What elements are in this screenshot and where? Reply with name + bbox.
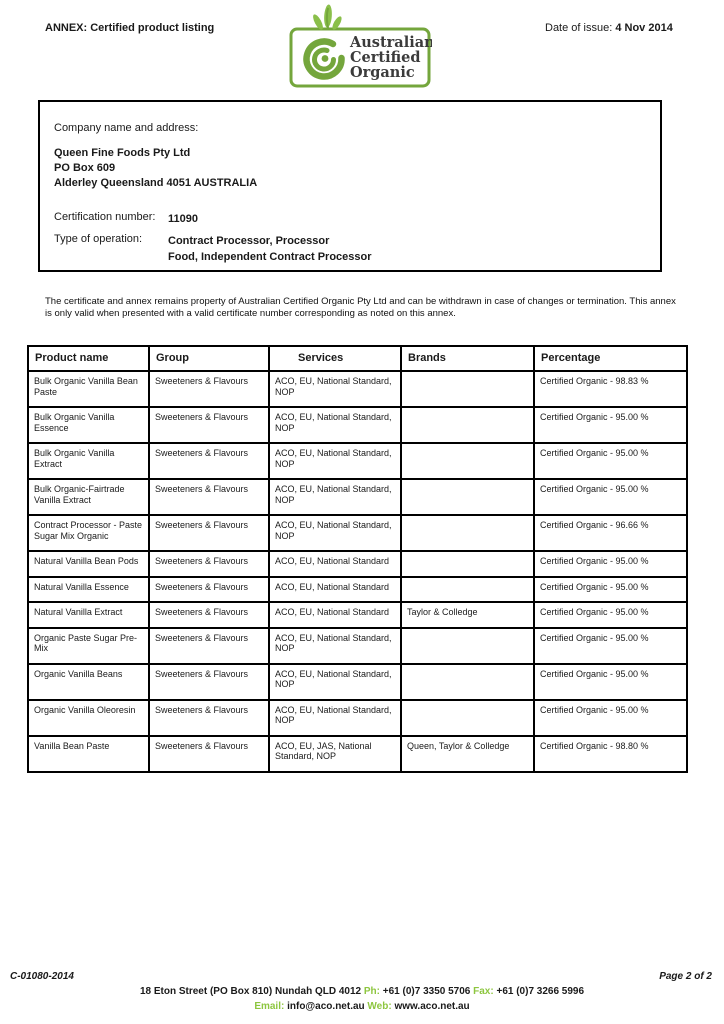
cell-group: Sweeteners & Flavours — [149, 443, 269, 479]
table-row — [28, 602, 687, 628]
cell-brands: Queen, Taylor & Colledge — [401, 736, 534, 772]
cell-group: Sweeteners & Flavours — [149, 479, 269, 515]
cell-product: Organic Vanilla Beans — [28, 664, 149, 700]
company-address-label: Company name and address: — [54, 122, 199, 134]
column-header-product: Product name — [28, 346, 149, 371]
company-address-line1: PO Box 609 — [54, 162, 116, 174]
cell-group: Sweeteners & Flavours — [149, 602, 269, 628]
cell-percentage: Certified Organic - 95.00 % — [534, 628, 687, 664]
fax-label: Fax: — [473, 986, 497, 997]
table-row — [28, 700, 687, 736]
cell-services: ACO, EU, National Standard, NOP — [269, 515, 401, 551]
cell-product: Natural Vanilla Bean Pods — [28, 551, 149, 577]
certification-number-label: Certification number: — [54, 211, 156, 223]
cell-brands — [401, 577, 534, 603]
table-row — [28, 577, 687, 603]
table-row — [28, 628, 687, 664]
cell-brands — [401, 371, 534, 407]
fax-value: +61 (0)7 3266 5996 — [496, 986, 585, 997]
operation-type-row — [54, 233, 646, 265]
email-value[interactable]: info@aco.net.au — [287, 1001, 368, 1012]
company-address-line2: Alderley Queensland 4051 AUSTRALIA — [54, 177, 258, 189]
product-table-body — [28, 371, 687, 772]
cell-group: Sweeteners & Flavours — [149, 515, 269, 551]
cell-brands — [401, 443, 534, 479]
operation-type-value — [168, 233, 372, 265]
document-number: C-01080-2014 — [10, 971, 74, 982]
cell-product: Organic Paste Sugar Pre-Mix — [28, 628, 149, 664]
cell-brands — [401, 479, 534, 515]
cell-group: Sweeteners & Flavours — [149, 551, 269, 577]
operation-type-line1: Contract Processor, Processor — [168, 235, 330, 247]
date-of-issue — [545, 22, 673, 34]
cell-services: ACO, EU, National Standard, NOP — [269, 371, 401, 407]
table-row — [28, 736, 687, 772]
company-name-address — [54, 146, 646, 191]
cell-group: Sweeteners & Flavours — [149, 407, 269, 443]
cell-product: Vanilla Bean Paste — [28, 736, 149, 772]
cell-percentage: Certified Organic - 95.00 % — [534, 479, 687, 515]
certification-number-value: 11090 — [168, 213, 198, 225]
phone-label: Ph: — [363, 986, 383, 997]
cell-group: Sweeteners & Flavours — [149, 700, 269, 736]
table-row — [28, 515, 687, 551]
company-name: Queen Fine Foods Pty Ltd — [54, 147, 191, 159]
table-row — [28, 664, 687, 700]
column-header-brands: Brands — [401, 346, 534, 371]
web-value[interactable]: www.aco.net.au — [394, 1001, 470, 1012]
table-header — [28, 346, 687, 371]
cell-services: ACO, EU, JAS, National Standard, NOP — [269, 736, 401, 772]
cell-services: ACO, EU, National Standard — [269, 602, 401, 628]
cell-percentage: Certified Organic - 95.00 % — [534, 602, 687, 628]
column-header-group: Group — [149, 346, 269, 371]
cell-brands — [401, 664, 534, 700]
cell-group: Sweeteners & Flavours — [149, 736, 269, 772]
certified-product-table — [27, 345, 688, 773]
certification-number-row — [54, 211, 646, 227]
street-address: 18 Eton Street (PO Box 810) Nundah QLD 4012 — [139, 986, 364, 997]
date-value: 4 Nov 2014 — [615, 22, 673, 34]
cell-product: Bulk Organic Vanilla Extract — [28, 443, 149, 479]
cell-product: Contract Processor - Paste Sugar Mix Organic — [28, 515, 149, 551]
cell-percentage: Certified Organic - 95.00 % — [534, 551, 687, 577]
cell-product: Natural Vanilla Essence — [28, 577, 149, 603]
cell-services: ACO, EU, National Standard — [269, 577, 401, 603]
footer-address-line — [0, 986, 724, 997]
cell-product: Organic Vanilla Oleoresin — [28, 700, 149, 736]
cell-percentage: Certified Organic - 95.00 % — [534, 577, 687, 603]
logo-line-1: Australian — [350, 34, 432, 51]
cell-brands — [401, 407, 534, 443]
cell-brands — [401, 515, 534, 551]
date-label: Date of issue: — [545, 22, 616, 34]
table-row — [28, 479, 687, 515]
page-number: Page 2 of 2 — [659, 971, 712, 982]
cell-services: ACO, EU, National Standard, NOP — [269, 628, 401, 664]
aco-logo-graphic — [288, 4, 432, 92]
cell-percentage: Certified Organic - 98.80 % — [534, 736, 687, 772]
cell-services: ACO, EU, National Standard, NOP — [269, 443, 401, 479]
column-header-services: Services — [269, 346, 401, 371]
table-row — [28, 443, 687, 479]
withdrawal-notice: The certificate and annex remains property of Australian Certified Organic Pty Ltd and can be withdrawn in case of changes or termination. This annex is only valid when presented with a valid certificate number corresponding as noted on this annex. — [45, 296, 676, 319]
aco-logo — [288, 4, 432, 92]
table-row — [28, 407, 687, 443]
cell-percentage: Certified Organic - 95.00 % — [534, 443, 687, 479]
cell-percentage: Certified Organic - 96.66 % — [534, 515, 687, 551]
column-header-percentage: Percentage — [534, 346, 687, 371]
cell-brands — [401, 551, 534, 577]
logo-line-2: Certified — [350, 49, 421, 66]
cell-percentage: Certified Organic - 95.00 % — [534, 407, 687, 443]
cell-group: Sweeteners & Flavours — [149, 371, 269, 407]
cell-services: ACO, EU, National Standard, NOP — [269, 407, 401, 443]
company-info-box — [38, 100, 662, 272]
page-title: ANNEX: Certified product listing — [45, 22, 215, 34]
footer-contact-line — [0, 1001, 724, 1012]
cell-percentage: Certified Organic - 95.00 % — [534, 700, 687, 736]
table-row — [28, 551, 687, 577]
email-label: Email: — [254, 1001, 288, 1012]
cell-brands: Taylor & Colledge — [401, 602, 534, 628]
operation-type-label: Type of operation: — [54, 233, 143, 245]
cell-services: ACO, EU, National Standard, NOP — [269, 479, 401, 515]
cell-product: Bulk Organic Vanilla Essence — [28, 407, 149, 443]
cell-percentage: Certified Organic - 95.00 % — [534, 664, 687, 700]
operation-type-line2: Food, Independent Contract Processor — [168, 251, 372, 263]
cell-services: ACO, EU, National Standard, NOP — [269, 664, 401, 700]
cell-services: ACO, EU, National Standard — [269, 551, 401, 577]
table-row — [28, 371, 687, 407]
leaf-icon — [311, 4, 343, 31]
cell-brands — [401, 628, 534, 664]
cell-group: Sweeteners & Flavours — [149, 628, 269, 664]
cell-product: Bulk Organic-Fairtrade Vanilla Extract — [28, 479, 149, 515]
cell-group: Sweeteners & Flavours — [149, 664, 269, 700]
cell-group: Sweeteners & Flavours — [149, 577, 269, 603]
web-label: Web: — [367, 1001, 395, 1012]
cell-product: Natural Vanilla Extract — [28, 602, 149, 628]
cell-brands — [401, 700, 534, 736]
cell-product: Bulk Organic Vanilla Bean Paste — [28, 371, 149, 407]
cell-services: ACO, EU, National Standard, NOP — [269, 700, 401, 736]
phone-value: +61 (0)7 3350 5706 — [382, 986, 474, 997]
cell-percentage: Certified Organic - 98.83 % — [534, 371, 687, 407]
logo-line-3: Organic — [350, 64, 415, 81]
